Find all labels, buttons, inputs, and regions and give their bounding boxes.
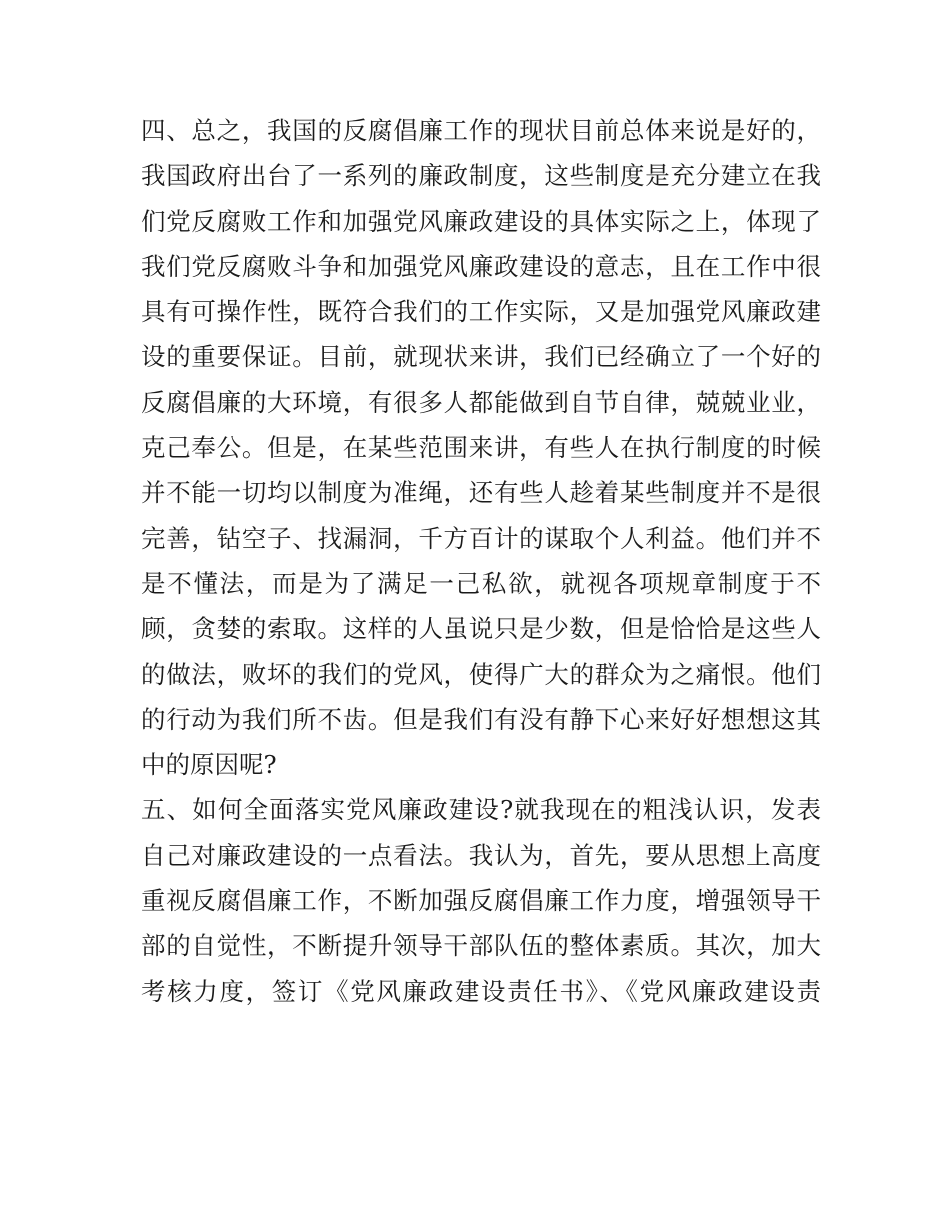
text-line: 考核力度，签订《党风廉政建设责任书》、《党风廉政建设责 (141, 976, 821, 1006)
document-body (141, 108, 821, 1014)
text-line: 的行动为我们所不齿。但是我们有没有静下心来好好想想这其 (141, 704, 821, 734)
text-line: 五、如何全面落实党风廉政建设?就我现在的粗浅认识，发表 (141, 795, 821, 825)
text-line: 部的自觉性，不断提升领导干部队伍的整体素质。其次，加大 (141, 931, 821, 961)
text-line: 们党反腐败工作和加强党风廉政建设的具体实际之上，体现了 (141, 206, 821, 236)
text-line: 我国政府出台了一系列的廉政制度，这些制度是充分建立在我 (141, 161, 821, 191)
text-line: 完善，钻空子、找漏洞，千方百计的谋取个人利益。他们并不 (141, 523, 821, 553)
text-line: 并不能一切均以制度为准绳，还有些人趁着某些制度并不是很 (141, 478, 821, 508)
text-line: 反腐倡廉的大环境，有很多人都能做到自节自律，兢兢业业， (141, 387, 821, 417)
text-line: 克己奉公。但是，在某些范围来讲，有些人在执行制度的时候 (141, 433, 821, 463)
text-line: 设的重要保证。目前，就现状来讲，我们已经确立了一个好的 (141, 342, 821, 372)
text-line: 的做法，败坏的我们的党风，使得广大的群众为之痛恨。他们 (141, 659, 821, 689)
text-line: 重视反腐倡廉工作，不断加强反腐倡廉工作力度，增强领导干 (141, 886, 821, 916)
text-line: 顾，贪婪的索取。这样的人虽说只是少数，但是恰恰是这些人 (141, 614, 821, 644)
text-line: 四、总之，我国的反腐倡廉工作的现状目前总体来说是好的， (141, 116, 821, 145)
text-line: 中的原因呢? (141, 750, 277, 780)
text-line: 我们党反腐败斗争和加强党风廉政建设的意志，且在工作中很 (141, 251, 821, 281)
text-line: 具有可操作性，既符合我们的工作实际，又是加强党风廉政建 (141, 297, 821, 327)
text-line: 是不懂法，而是为了满足一己私欲，就视各项规章制度于不 (141, 568, 821, 598)
text-line: 自己对廉政建设的一点看法。我认为，首先，要从思想上高度 (141, 840, 821, 870)
